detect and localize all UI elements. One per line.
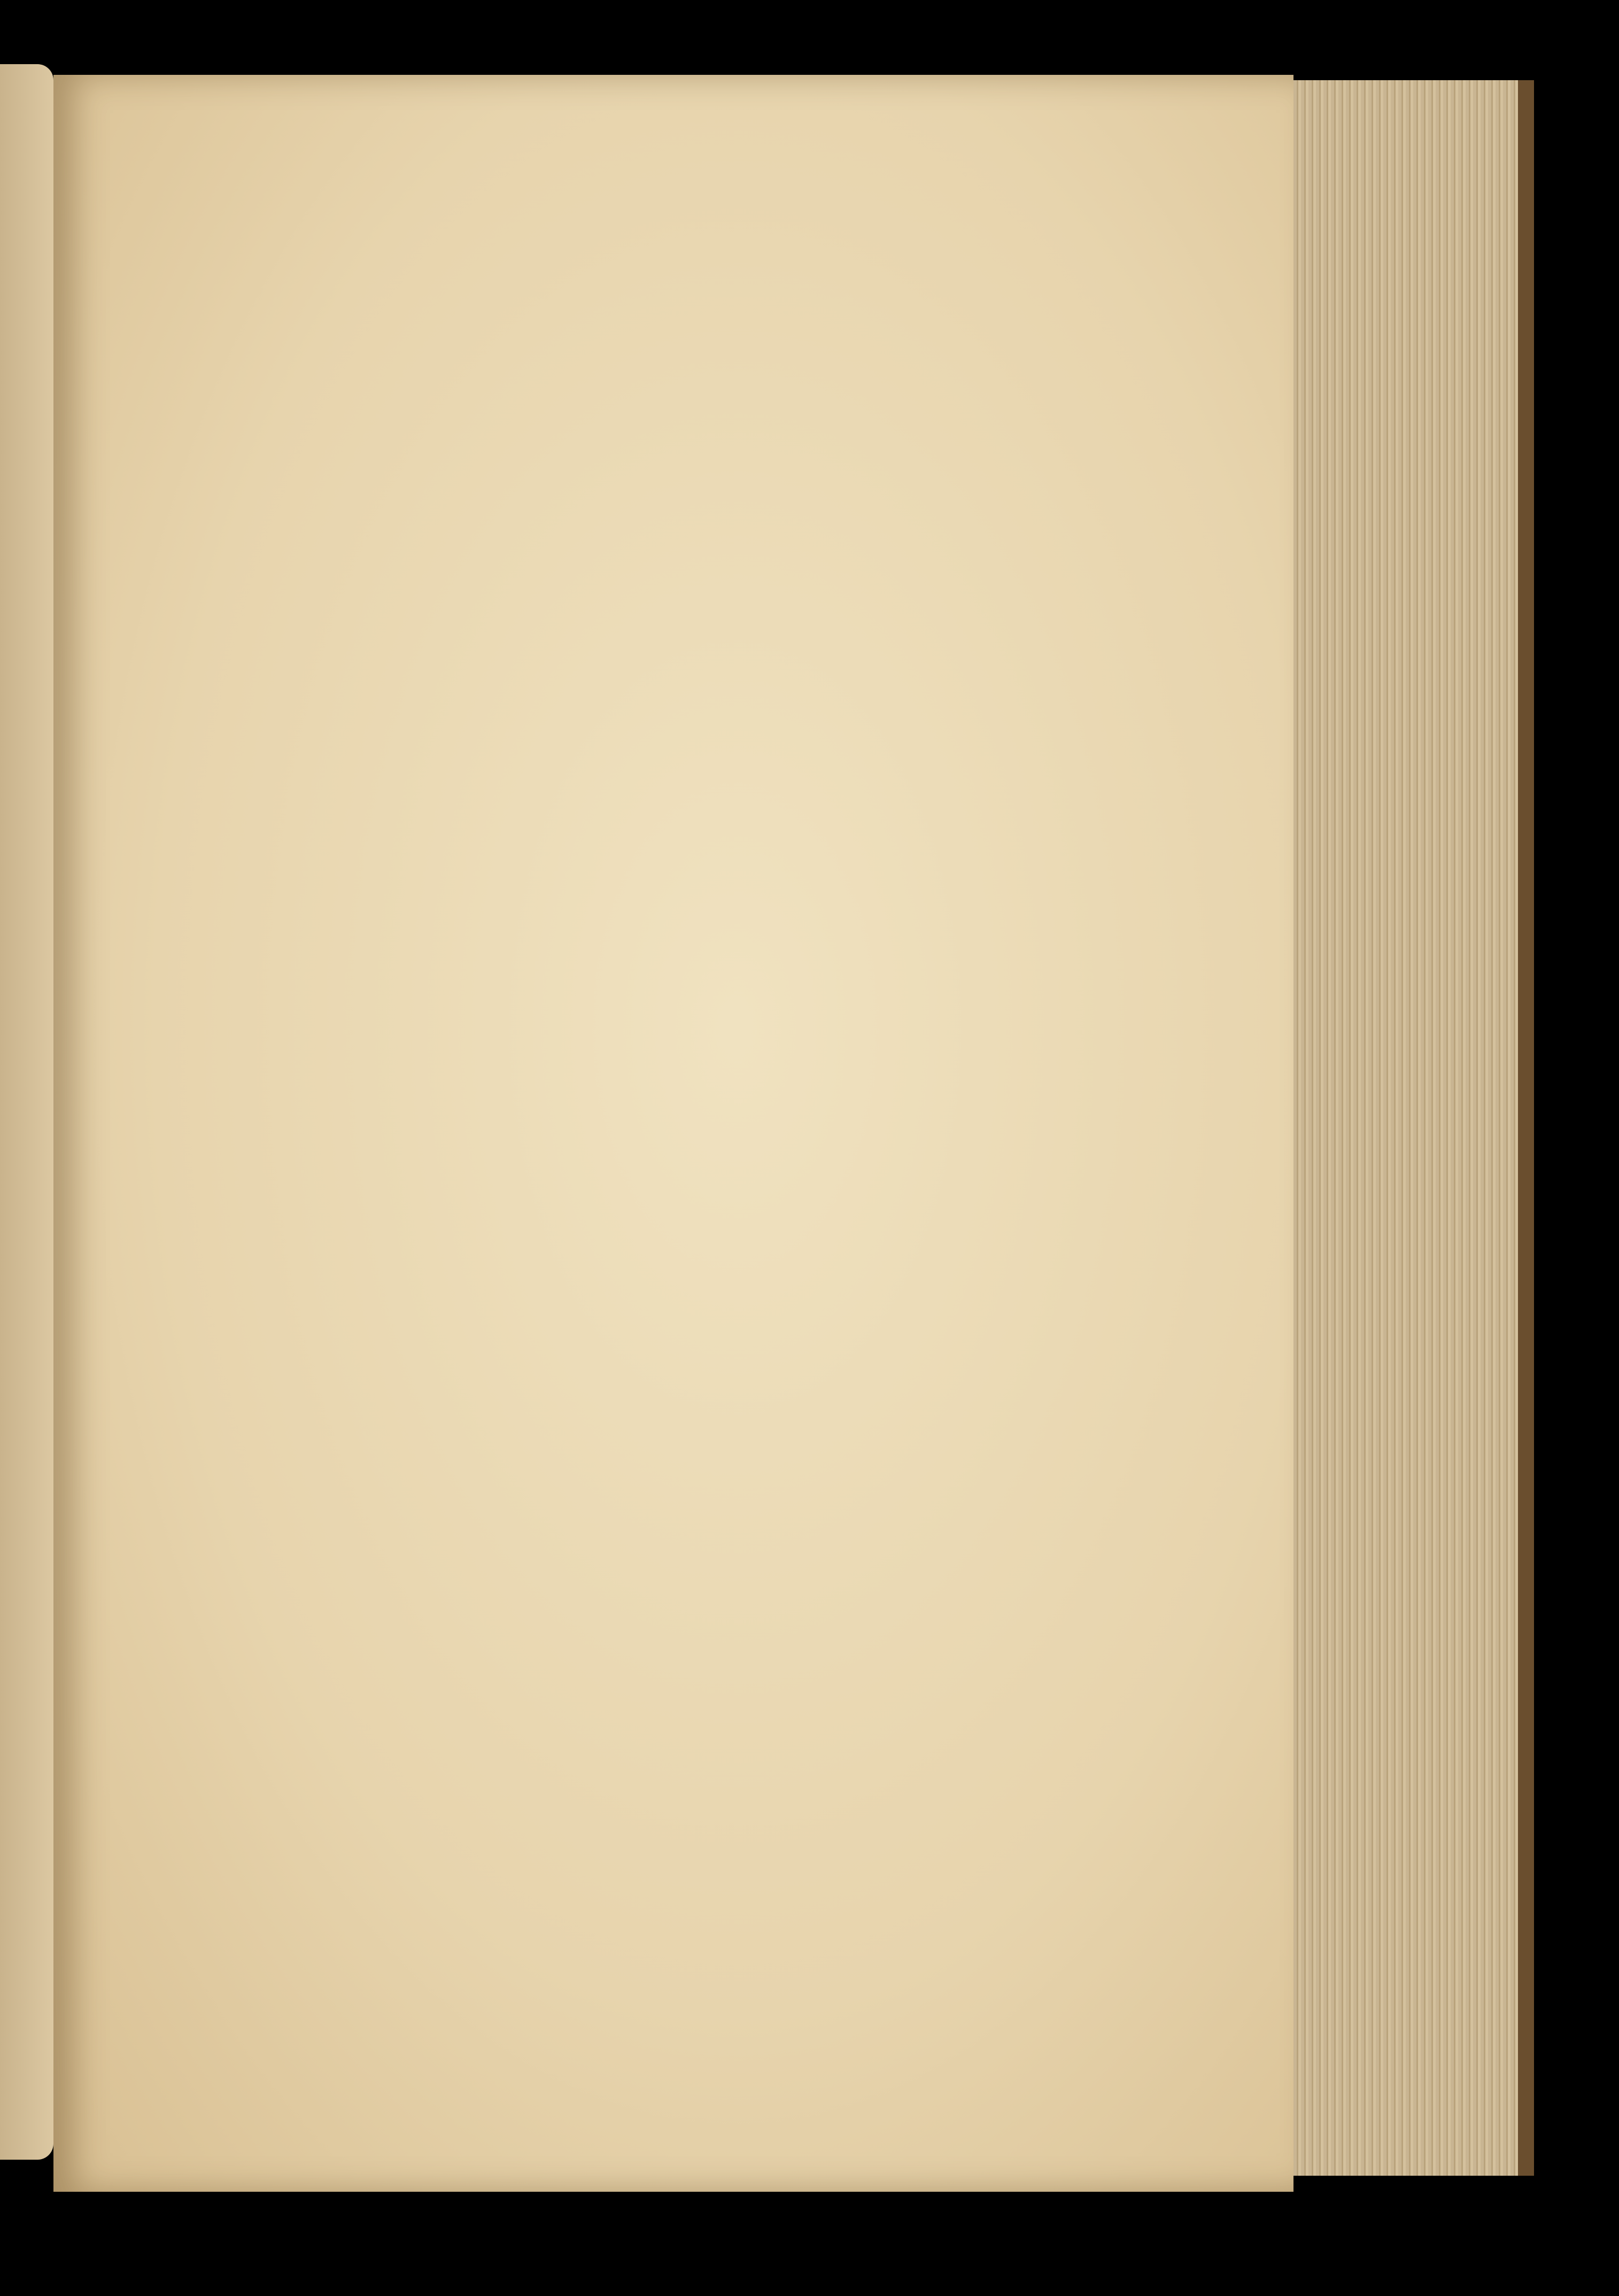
running-head <box>96 225 1272 299</box>
book-page <box>53 75 1293 2192</box>
text-column-left <box>158 527 601 529</box>
facing-page-edge <box>0 64 53 2160</box>
book-fore-edge <box>1293 80 1534 2176</box>
